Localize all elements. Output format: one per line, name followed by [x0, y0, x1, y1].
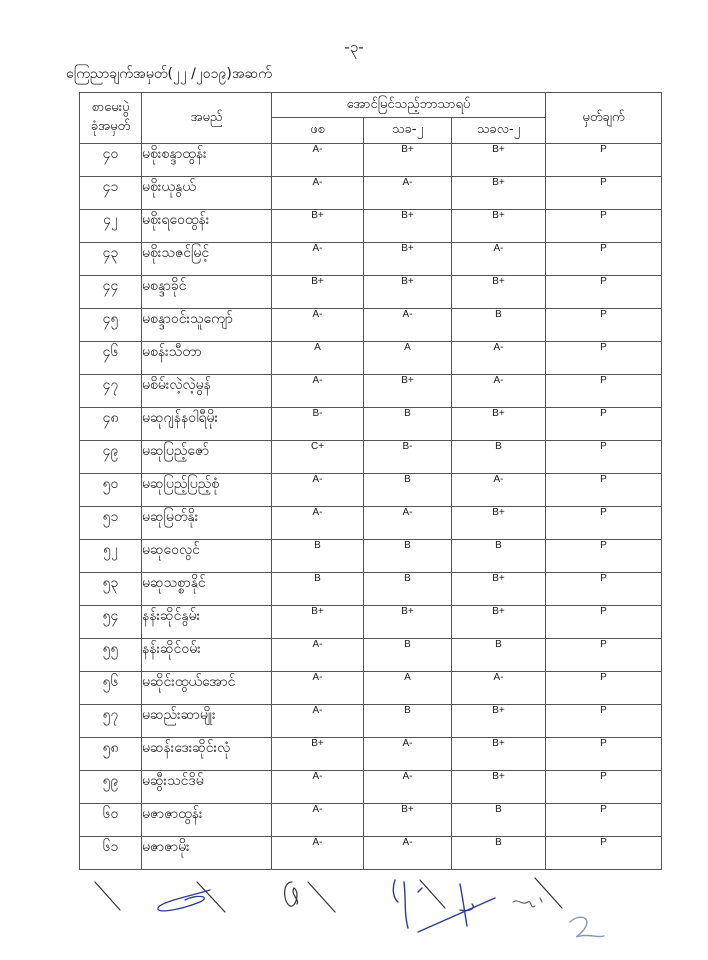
roll-number-cell: ၅၅	[80, 639, 142, 672]
student-name-cell: မဆည်းဆာမျိုး	[142, 705, 272, 738]
student-name-cell: မစန္ဒာခိုင်	[142, 276, 272, 309]
remark-cell: P	[546, 177, 662, 210]
signature	[285, 882, 298, 906]
roll-number-cell: ၄၁	[80, 177, 142, 210]
table-row	[80, 837, 662, 870]
table-row	[80, 474, 662, 507]
table-row	[80, 276, 662, 309]
slash-mark	[420, 880, 445, 908]
slash-mark	[95, 882, 120, 910]
grade-subject-1-cell: A-	[272, 672, 364, 705]
roll-number-cell: ၄၉	[80, 441, 142, 474]
remark-cell: P	[546, 441, 662, 474]
roll-number-cell: ၅၄	[80, 606, 142, 639]
signature	[570, 917, 604, 937]
signature	[158, 890, 210, 911]
student-name-cell: မဆိုင်းထွယ်အောင်	[142, 672, 272, 705]
roll-number-cell: ၄၂	[80, 210, 142, 243]
table-row	[80, 672, 662, 705]
grade-subject-1-cell: B+	[272, 606, 364, 639]
grade-subject-2-cell: B	[364, 540, 452, 573]
table-row	[80, 210, 662, 243]
slash-mark	[308, 882, 335, 912]
grade-subject-1-cell: B+	[272, 210, 364, 243]
header-subject-2: သခ-၂	[364, 118, 452, 144]
student-name-cell: မစိုးစန္ဒာထွန်း	[142, 144, 272, 177]
student-name-cell: မစန်းသီတာ	[142, 342, 272, 375]
table-row	[80, 606, 662, 639]
table-row	[80, 507, 662, 540]
grade-subject-2-cell: B	[364, 705, 452, 738]
remark-cell: P	[546, 375, 662, 408]
grade-subject-2-cell: B	[364, 639, 452, 672]
grade-subject-1-cell: B	[272, 540, 364, 573]
table-row	[80, 540, 662, 573]
remark-cell: P	[546, 639, 662, 672]
table-row	[80, 243, 662, 276]
grade-subject-3-cell: B	[452, 639, 546, 672]
table-body	[80, 144, 662, 870]
student-name-cell: မစိုးသဇင်မြင့်	[142, 243, 272, 276]
header-subject-1: ဖစ	[272, 118, 364, 144]
grade-subject-2-cell: B	[364, 408, 452, 441]
grade-subject-1-cell: B+	[272, 276, 364, 309]
grade-subject-1-cell: B-	[272, 408, 364, 441]
grade-subject-3-cell: A-	[452, 672, 546, 705]
grade-subject-1-cell: A-	[272, 804, 364, 837]
table-row	[80, 771, 662, 804]
grade-subject-2-cell: B+	[364, 243, 452, 276]
grade-subject-1-cell: A	[272, 342, 364, 375]
roll-number-cell: ၅၆	[80, 672, 142, 705]
table-row	[80, 705, 662, 738]
roll-number-cell: ၅၉	[80, 771, 142, 804]
grade-subject-2-cell: A-	[364, 177, 452, 210]
header-passed-subjects: အောင်မြင်သည့်ဘာသာရပ်	[272, 93, 546, 118]
grade-subject-1-cell: C+	[272, 441, 364, 474]
student-name-cell: မစန္ဒာဝင်းသူကျော်	[142, 309, 272, 342]
roll-number-cell: ၅၁	[80, 507, 142, 540]
grade-subject-2-cell: B+	[364, 210, 452, 243]
student-name-cell: မဆန်းဒေးဆိုင်းလုံ	[142, 738, 272, 771]
grade-subject-2-cell: B+	[364, 276, 452, 309]
table-row	[80, 342, 662, 375]
page-number: -၃-	[344, 38, 364, 56]
grade-subject-3-cell: B+	[452, 408, 546, 441]
grade-subject-2-cell: A-	[364, 309, 452, 342]
header-roll-no-line1: စာမေးပွဲ	[91, 100, 130, 115]
grade-subject-3-cell: A-	[452, 474, 546, 507]
grade-subject-3-cell: B+	[452, 606, 546, 639]
remark-cell: P	[546, 672, 662, 705]
grade-subject-2-cell: B+	[364, 606, 452, 639]
roll-number-cell: ၄၃	[80, 243, 142, 276]
remark-cell: P	[546, 573, 662, 606]
student-name-cell: မစိမ်းလဲ့လဲ့မွန်	[142, 375, 272, 408]
grade-subject-3-cell: B+	[452, 210, 546, 243]
announcement-caption: ကြေညာချက်အမှတ်(၂၂ /၂၀၁၉)အဆက်	[66, 66, 272, 82]
remark-cell: P	[546, 738, 662, 771]
grade-subject-2-cell: A-	[364, 837, 452, 870]
roll-number-cell: ၆၁	[80, 837, 142, 870]
signature-area	[0, 870, 708, 960]
grade-subject-1-cell: B	[272, 573, 364, 606]
table-row	[80, 573, 662, 606]
grade-subject-2-cell: B+	[364, 144, 452, 177]
grade-subject-3-cell: B+	[452, 276, 546, 309]
grade-subject-3-cell: A-	[452, 243, 546, 276]
roll-number-cell: ၄၆	[80, 342, 142, 375]
table-row	[80, 639, 662, 672]
grade-subject-1-cell: B+	[272, 738, 364, 771]
student-name-cell: မဇာဇာထွန်း	[142, 804, 272, 837]
grade-subject-2-cell: B	[364, 474, 452, 507]
remark-cell: P	[546, 309, 662, 342]
grade-subject-2-cell: A-	[364, 507, 452, 540]
grade-subject-3-cell: B+	[452, 738, 546, 771]
header-roll-no-line2: ခုံအမှတ်	[90, 119, 131, 134]
remark-cell: P	[546, 474, 662, 507]
grade-subject-2-cell: A-	[364, 771, 452, 804]
header-roll-no	[80, 93, 142, 144]
grade-subject-2-cell: B+	[364, 375, 452, 408]
student-name-cell: မဆုမြတ်နိုး	[142, 507, 272, 540]
student-name-cell: နန်းဆိုင်ဝမ်း	[142, 639, 272, 672]
grade-subject-1-cell: A-	[272, 243, 364, 276]
grade-subject-1-cell: A-	[272, 375, 364, 408]
roll-number-cell: ၅၇	[80, 705, 142, 738]
grade-subject-1-cell: A-	[272, 177, 364, 210]
header-subject-3: သခလ-၂	[452, 118, 546, 144]
table-row	[80, 144, 662, 177]
roll-number-cell: ၄၈	[80, 408, 142, 441]
header-name: အမည်	[142, 93, 272, 144]
grade-subject-3-cell: B+	[452, 771, 546, 804]
grade-subject-3-cell: B+	[452, 705, 546, 738]
student-name-cell: မဆုသစ္စာနိုင်	[142, 573, 272, 606]
table-row	[80, 309, 662, 342]
remark-cell: P	[546, 507, 662, 540]
roll-number-cell: ၅၃	[80, 573, 142, 606]
student-name-cell: မစိုးယုနွယ်	[142, 177, 272, 210]
roll-number-cell: ၅၂	[80, 540, 142, 573]
grade-subject-3-cell: A-	[452, 342, 546, 375]
table-row	[80, 738, 662, 771]
remark-cell: P	[546, 210, 662, 243]
student-name-cell: မဆုပြည့်ပြည့်စုံ	[142, 474, 272, 507]
table-row	[80, 441, 662, 474]
remark-cell: P	[546, 837, 662, 870]
roll-number-cell: ၄၇	[80, 375, 142, 408]
slash-mark	[535, 878, 562, 908]
roll-number-cell: ၄၅	[80, 309, 142, 342]
remark-cell: P	[546, 408, 662, 441]
remark-cell: P	[546, 342, 662, 375]
remark-cell: P	[546, 243, 662, 276]
grade-subject-1-cell: A-	[272, 639, 364, 672]
grade-subject-3-cell: B+	[452, 144, 546, 177]
roll-number-cell: ၄၄	[80, 276, 142, 309]
grade-subject-2-cell: B	[364, 573, 452, 606]
grade-subject-3-cell: B+	[452, 177, 546, 210]
student-name-cell: မဆုဂျန်နဝါရီမိုး	[142, 408, 272, 441]
grade-subject-1-cell: A-	[272, 309, 364, 342]
remark-cell: P	[546, 540, 662, 573]
grade-subject-3-cell: B	[452, 441, 546, 474]
grade-subject-3-cell: B	[452, 804, 546, 837]
grade-subject-3-cell: B+	[452, 573, 546, 606]
remark-cell: P	[546, 705, 662, 738]
roll-number-cell: ၄၀	[80, 144, 142, 177]
remark-cell: P	[546, 804, 662, 837]
signature	[513, 898, 542, 907]
grade-subject-2-cell: B-	[364, 441, 452, 474]
table-row	[80, 804, 662, 837]
table-row	[80, 375, 662, 408]
roll-number-cell: ၆၀	[80, 804, 142, 837]
results-table	[79, 92, 662, 870]
student-name-cell: မစိုးရဝေထွန်း	[142, 210, 272, 243]
grade-subject-1-cell: A-	[272, 144, 364, 177]
grade-subject-3-cell: B+	[452, 507, 546, 540]
grade-subject-1-cell: A-	[272, 474, 364, 507]
grade-subject-1-cell: A-	[272, 771, 364, 804]
remark-cell: P	[546, 144, 662, 177]
grade-subject-1-cell: A-	[272, 705, 364, 738]
remark-cell: P	[546, 606, 662, 639]
table-row	[80, 177, 662, 210]
grade-subject-3-cell: B	[452, 540, 546, 573]
grade-subject-2-cell: A-	[364, 738, 452, 771]
roll-number-cell: ၅၀	[80, 474, 142, 507]
grade-subject-1-cell: A-	[272, 507, 364, 540]
grade-subject-1-cell: A-	[272, 837, 364, 870]
student-name-cell: မဆုဝေလွင်	[142, 540, 272, 573]
table-row	[80, 408, 662, 441]
remark-cell: P	[546, 771, 662, 804]
remark-cell: P	[546, 276, 662, 309]
roll-number-cell: ၅၈	[80, 738, 142, 771]
grade-subject-3-cell: B	[452, 309, 546, 342]
student-name-cell: မဆွီးသင်ဒိမ်	[142, 771, 272, 804]
header-remark: မှတ်ချက်	[546, 93, 662, 144]
student-name-cell: မဆုပြည့်ဇော်	[142, 441, 272, 474]
grade-subject-2-cell: A	[364, 672, 452, 705]
grade-subject-3-cell: B	[452, 837, 546, 870]
grade-subject-2-cell: A	[364, 342, 452, 375]
signature	[393, 880, 422, 928]
grade-subject-3-cell: A-	[452, 375, 546, 408]
grade-subject-2-cell: B+	[364, 804, 452, 837]
student-name-cell: နန်းဆိုင်နွမ်း	[142, 606, 272, 639]
student-name-cell: မဇာဇာမိုး	[142, 837, 272, 870]
